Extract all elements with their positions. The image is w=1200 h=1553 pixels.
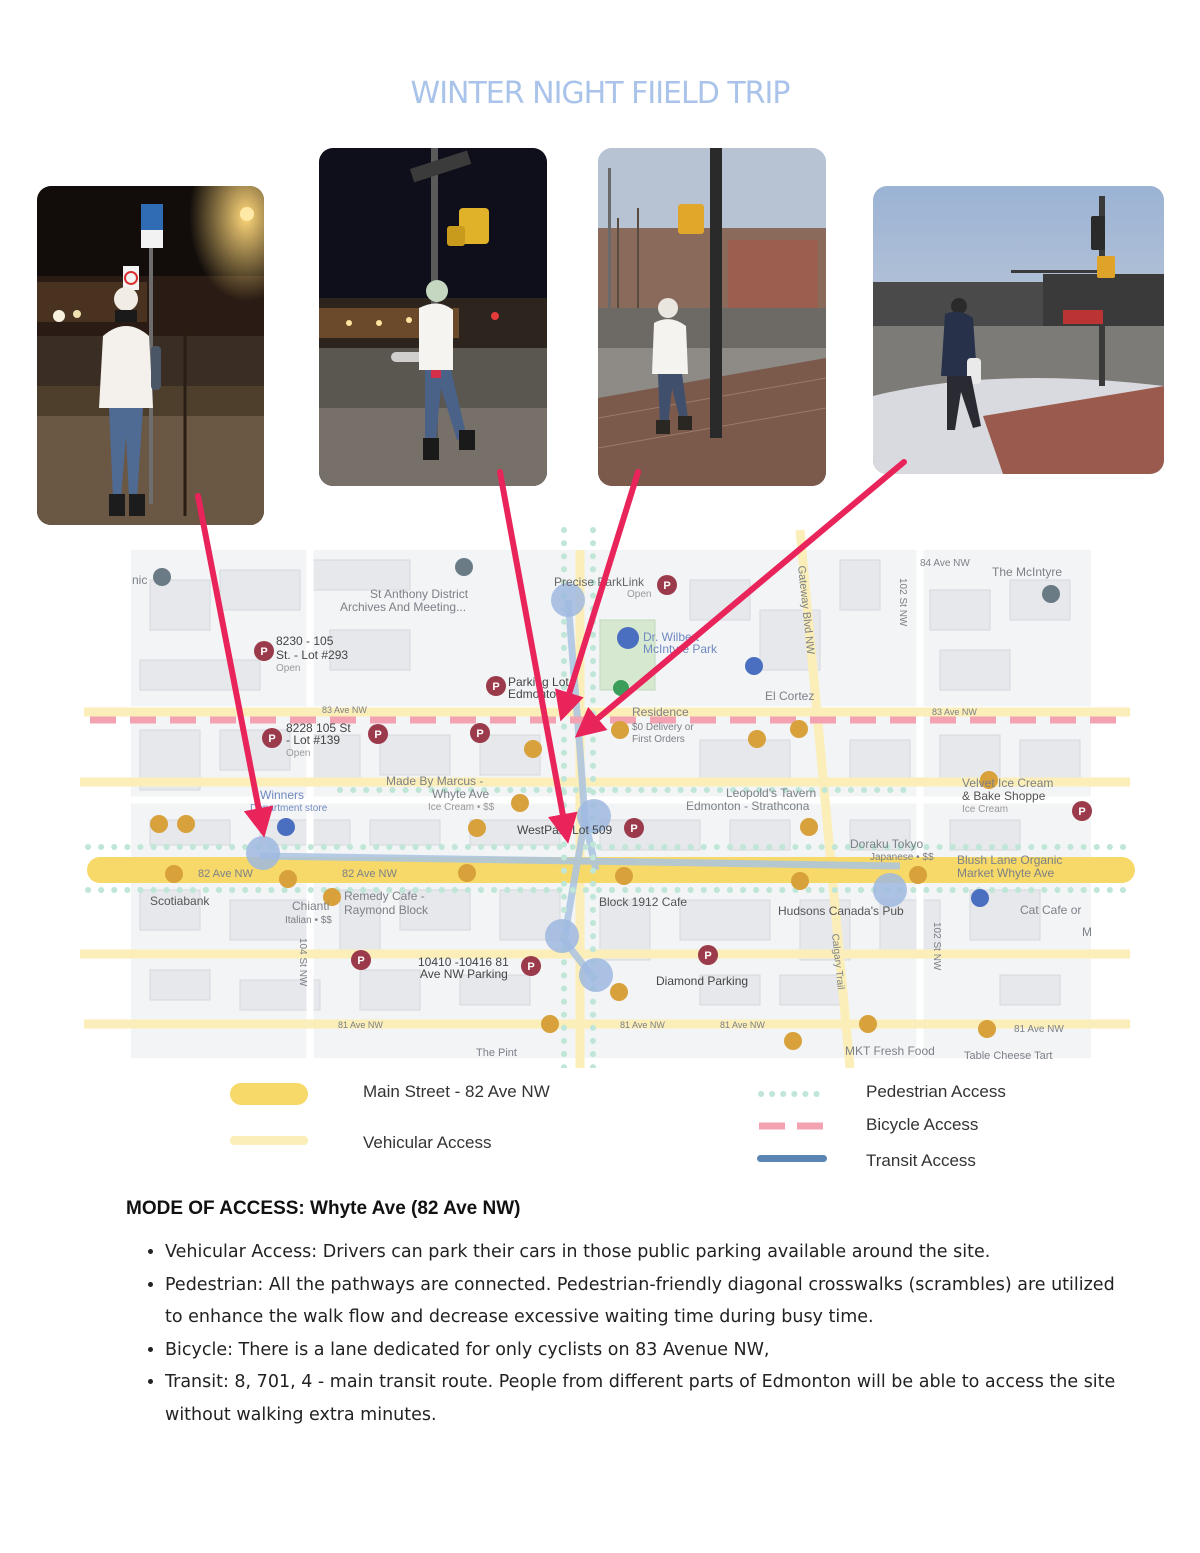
map-label-westpark: WestPark Lot 509 [517, 823, 613, 837]
map-label-velvet-2: & Bake Shoppe [962, 789, 1046, 803]
map-label-81-ave-a: 81 Ave NW [338, 1020, 383, 1030]
map-label-83-ave-left: 83 Ave NW [322, 705, 367, 715]
legend-transit-label: Transit Access [866, 1151, 976, 1170]
legend-pedestrian-label: Pedestrian Access [866, 1082, 1006, 1101]
map-label-residence-1: Residence [632, 705, 689, 719]
page-title: WINTER NIGHT FIIELD TRIP [410, 76, 790, 111]
transit-stop-icon[interactable] [545, 919, 579, 953]
restaurant-pin-icon[interactable] [800, 818, 818, 836]
photo-night-bus-stop-image [37, 186, 264, 525]
map-label-102-st: 102 St NW [897, 578, 908, 627]
map-label-lot293-3: Open [276, 663, 301, 674]
map-label-lot293-2: St. - Lot #293 [276, 648, 349, 662]
map-label-velvet-1: Velvet Ice Cream [962, 776, 1054, 790]
legend-bicycle-label: Bicycle Access [866, 1115, 979, 1134]
map-label-hudsons: Hudsons Canada's Pub [778, 904, 904, 918]
map-label-cat-cafe-2: M [1082, 925, 1092, 939]
map-label-lot293-1: 8230 - 105 [276, 634, 334, 648]
map-label-81-ave-d: 81 Ave NW [1014, 1024, 1064, 1035]
photo-dusk-sidewalk-image [598, 148, 826, 486]
transit-stop-icon[interactable] [873, 873, 907, 907]
svg-text:P: P [476, 728, 484, 740]
restaurant-pin-icon[interactable] [468, 819, 486, 837]
svg-text:P: P [630, 823, 638, 835]
legend-transit-swatch [757, 1155, 827, 1162]
map-label-dr-wilbert-1: Dr. Wilbert [643, 630, 700, 644]
photo-night-crossing-image [319, 148, 547, 486]
legend-main-street-swatch [230, 1083, 308, 1105]
legend-bicycle-swatch [757, 1120, 829, 1132]
museum-pin-icon[interactable] [455, 558, 473, 576]
map-label-gateway-b: Calgary Trail [829, 933, 846, 991]
photo-night-bus-stop [37, 186, 264, 525]
svg-text:P: P [1078, 806, 1086, 818]
restaurant-pin-icon[interactable] [748, 730, 766, 748]
department-store-pin-icon[interactable] [277, 818, 295, 836]
map-label-made-by-marcus-3: Ice Cream • $$ [428, 802, 495, 813]
cafe-pin-icon[interactable] [610, 983, 628, 1001]
map-label-winners-1: Winners [260, 788, 305, 802]
restaurant-pin-icon[interactable] [279, 870, 297, 888]
restaurant-pin-icon[interactable] [790, 720, 808, 738]
map-label-precise-parklink: Precise ParkLink [554, 575, 645, 589]
map-label-block1912: Block 1912 Cafe [599, 895, 688, 909]
legend-pedestrian-swatch [757, 1088, 829, 1100]
map-label-diamond: Diamond Parking [656, 974, 749, 988]
ice-cream-pin-icon[interactable] [458, 864, 476, 882]
svg-text:P: P [374, 729, 382, 741]
map-label-82-ave-a: 82 Ave NW [198, 868, 253, 880]
map-label-leopolds-2: Edmonton - Strathcona [686, 799, 810, 813]
access-item-vehicular: • Vehicular Access: Drivers can park their cars in those public parking available around the site. [165, 1236, 1125, 1269]
svg-text:P: P [268, 733, 276, 745]
map-label-table-cheese: Table Cheese Tart [964, 1050, 1053, 1062]
restaurant-pin-icon[interactable] [978, 1020, 996, 1038]
restaurant-pin-icon[interactable] [511, 794, 529, 812]
map-label-doraku-2: Japanese • $$ [870, 852, 934, 863]
restaurant-pin-icon[interactable] [541, 1015, 559, 1033]
legend-vehicular-label: Vehicular Access [363, 1133, 492, 1152]
map-label-cat-cafe: Cat Cafe or [1020, 903, 1082, 917]
map-label-mcintyre: The McIntyre [992, 565, 1063, 579]
cafe-pin-icon[interactable] [615, 867, 633, 885]
park-marker-icon[interactable] [613, 680, 629, 696]
legend-vehicular-swatch [230, 1136, 308, 1145]
map-label-83-ave-right: 83 Ave NW [932, 707, 977, 717]
map-label-chianti-2: Italian • $$ [285, 915, 332, 926]
svg-text:P: P [357, 955, 365, 967]
restaurant-pin-icon[interactable] [784, 1032, 802, 1050]
map-label-parking-10410-1: 10410 -10416 81 [418, 955, 509, 969]
map-label-84-ave: 84 Ave NW [920, 558, 970, 569]
map-label-clinic: nic [132, 573, 148, 587]
map-label-remedy-2: Raymond Block [344, 903, 429, 917]
svg-text:P: P [260, 646, 268, 658]
svg-text:P: P [527, 961, 535, 973]
map-label-lot139-1: 8228 105 St [286, 721, 351, 735]
map-label-remedy-1: Remedy Cafe - [344, 889, 425, 903]
mode-of-access-heading [126, 1198, 520, 1220]
map-label-82-ave-b: 82 Ave NW [342, 868, 397, 880]
grocery-pin-icon[interactable] [971, 889, 989, 907]
map-label-81-ave-c: 81 Ave NW [720, 1020, 765, 1030]
svg-text:P: P [663, 580, 671, 592]
site-access-map [80, 520, 1140, 1068]
cafe-pin-icon[interactable] [150, 815, 168, 833]
map-label-parking-edm-2: Edmonton [508, 687, 563, 701]
photo-day-crossing [873, 186, 1164, 474]
map-label-lot139-2: - Lot #139 [286, 733, 341, 747]
map-label-blush-1: Blush Lane Organic [957, 853, 1063, 867]
mode-of-access-lead: MODE OF ACCESS: [126, 1198, 305, 1219]
map-label-81-ave-b: 81 Ave NW [620, 1020, 665, 1030]
photo-night-crossing [319, 148, 547, 486]
map-label-residence-3: First Orders [632, 734, 685, 745]
restaurant-pin-icon[interactable] [791, 872, 809, 890]
delivery-pin-icon[interactable] [611, 721, 629, 739]
map-label-gateway: Gateway Blvd NW [795, 565, 817, 656]
map-label-lot139-3: Open [286, 748, 311, 759]
restaurant-pin-icon[interactable] [524, 740, 542, 758]
restaurant-pin-icon[interactable] [859, 1015, 877, 1033]
map-label-residence-2: $0 Delivery or [632, 722, 694, 733]
mode-of-access-list [137, 1236, 1125, 1431]
transit-stop-icon[interactable] [246, 836, 280, 870]
clinic-pin-icon[interactable] [153, 568, 171, 586]
map-label-doraku-1: Doraku Tokyo [850, 837, 924, 851]
map-label-velvet-3: Ice Cream [962, 804, 1009, 815]
legend-main-street-label: Main Street - 82 Ave NW [363, 1082, 550, 1101]
access-item-pedestrian: • Pedestrian: All the pathways are connected. Pedestrian-friendly diagonal crosswalks (scrambles) are utilized to enhance the walk flow and decrease excessive waiting time during busy time. [165, 1269, 1125, 1334]
access-item-transit: • Transit: 8, 701, 4 - main transit route. People from different parts of Edmonton will be able to access the site without walking extra minutes. [165, 1366, 1125, 1431]
photo-day-crossing-image [873, 186, 1164, 474]
shop-pin-icon[interactable] [745, 657, 763, 675]
park-pin-icon[interactable] [617, 627, 639, 649]
map-label-el-cortez: El Cortez [765, 689, 815, 703]
restaurant-pin-icon[interactable] [909, 866, 927, 884]
photo-dusk-sidewalk [598, 148, 826, 486]
map-label-chianti-1: Chianti [292, 899, 330, 913]
map-label-made-by-marcus-1: Made By Marcus - [386, 774, 484, 788]
map-label-st-anthony-2: Archives And Meeting... [340, 600, 467, 614]
access-item-bicycle: • Bicycle: There is a lane dedicated for only cyclists on 83 Avenue NW, [165, 1334, 1125, 1367]
map-label-102-st-b: 102 St NW [931, 922, 942, 971]
svg-text:P: P [492, 681, 500, 693]
map-label-scotiabank: Scotiabank [150, 894, 210, 908]
mode-of-access-subject: Whyte Ave (82 Ave NW) [310, 1198, 521, 1219]
map-label-104-st: 104 St NW [297, 938, 308, 987]
map-label-made-by-marcus-2: Whyte Ave [432, 787, 490, 801]
transit-stop-icon[interactable] [579, 958, 613, 992]
map-label-parking-edm-1: Parking Lot [508, 675, 569, 689]
landmark-pin-icon[interactable] [1042, 585, 1060, 603]
map-label-the-pint: The Pint [476, 1047, 517, 1059]
restaurant-pin-icon[interactable] [177, 815, 195, 833]
bank-pin-icon[interactable] [165, 865, 183, 883]
map-label-st-anthony: St Anthony District [370, 587, 469, 601]
map-label-mkt: MKT Fresh Food [845, 1044, 935, 1058]
svg-text:P: P [704, 950, 712, 962]
map-label-dr-wilbert-2: McIntyre Park [643, 642, 718, 656]
map-label-parking-10410-2: Ave NW Parking [420, 967, 508, 981]
map-label-winners-2: Department store [250, 803, 328, 814]
map-label-leopolds-1: Leopold's Tavern [726, 786, 817, 800]
map-label-blush-2: Market Whyte Ave [957, 866, 1055, 880]
map-label-precise-open: Open [627, 589, 652, 600]
